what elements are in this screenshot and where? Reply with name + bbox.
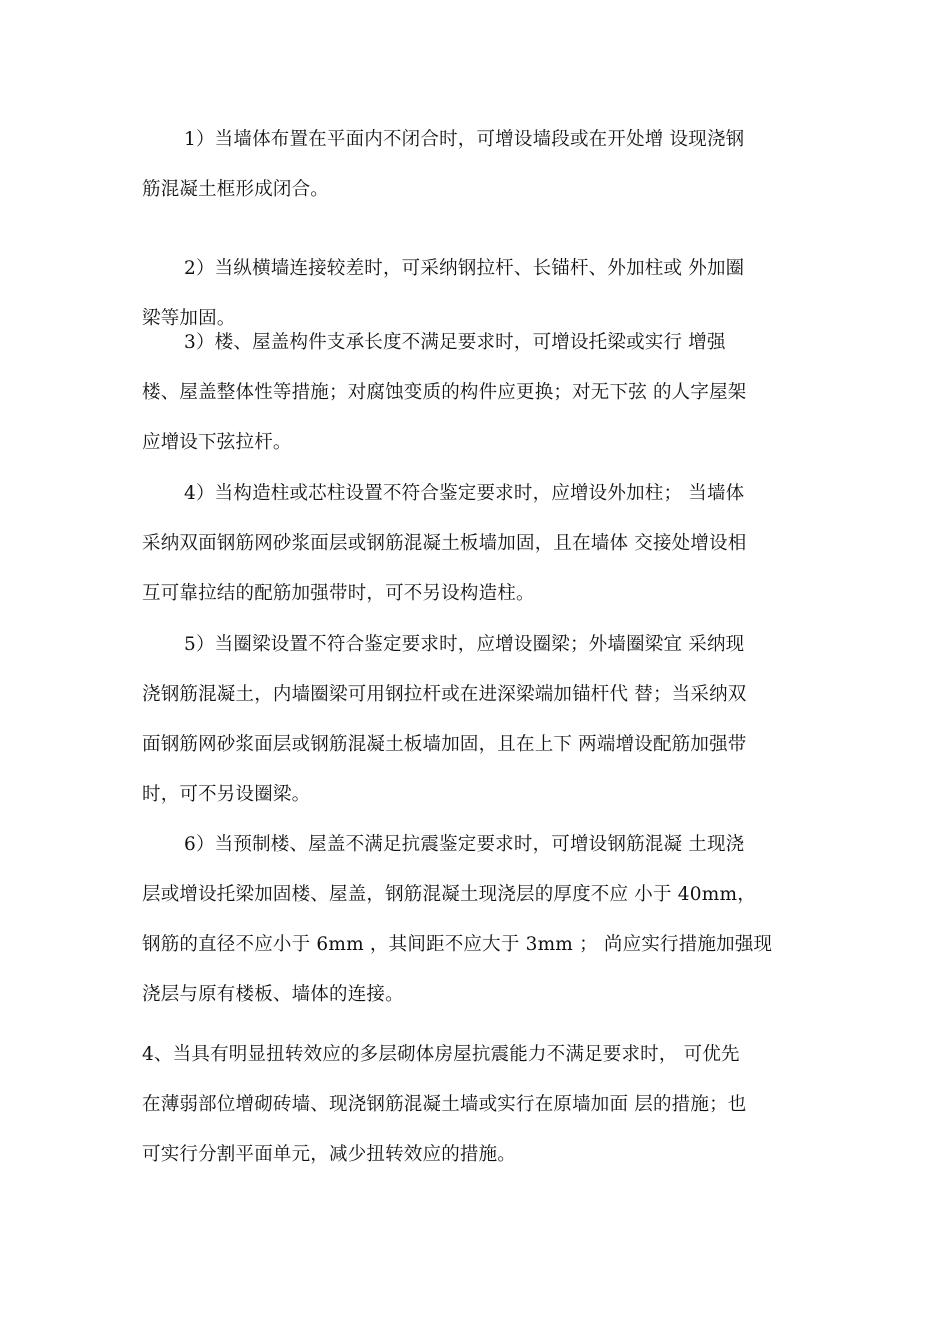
paragraph-item-5 bbox=[142, 620, 812, 820]
section-paragraph-4 bbox=[142, 1030, 812, 1180]
paragraph-item-4 bbox=[142, 469, 812, 619]
text-line: 2）当纵横墙连接较差时，可采纳钢拉杆、长锚杆、外加柱或 外加圈 bbox=[184, 258, 745, 279]
text-line: 6）当预制楼、屋盖不满足抗震鉴定要求时，可增设钢筋混凝 土现浇 bbox=[184, 834, 745, 855]
text-line: 筋混凝土框形成闭合。 bbox=[142, 179, 330, 200]
text-line: 面钢筋网砂浆面层或钢筋混凝土板墙加固，且在上下 两端增设配筋加强带 bbox=[142, 734, 747, 755]
text-line: 采纳双面钢筋网砂浆面层或钢筋混凝土板墙加固，且在墙体 交接处增设相 bbox=[142, 533, 747, 554]
text-line: 4）当构造柱或芯柱设置不符合鉴定要求时，应增设外加柱； 当墙体 bbox=[184, 483, 745, 504]
text-line: 楼、屋盖整体性等措施；对腐蚀变质的构件应更换；对无下弦 的人字屋架 bbox=[142, 382, 747, 403]
text-line: 时，可不另设圈梁。 bbox=[142, 784, 311, 805]
text-line: 应增设下弦拉杆。 bbox=[142, 432, 292, 453]
text-line: 4、当具有明显扭转效应的多层砌体房屋抗震能力不满足要求时， 可优先 bbox=[142, 1044, 740, 1065]
text-line: 3）楼、屋盖构件支承长度不满足要求时，可增设托梁或实行 增强 bbox=[184, 332, 726, 353]
text-line: 梁等加固。 bbox=[142, 308, 236, 329]
text-line: 层或增设托梁加固楼、屋盖，钢筋混凝土现浇层的厚度不应 小于 40mm， bbox=[142, 884, 756, 905]
text-line: 钢筋的直径不应小于 6mm ，其间距不应大于 3mm ； 尚应实行措施加强现 bbox=[142, 934, 773, 955]
text-line: 在薄弱部位增砌砖墙、现浇钢筋混凝土墙或实行在原墙加面 层的措施；也 bbox=[142, 1094, 747, 1115]
text-line: 5）当圈梁设置不符合鉴定要求时，应增设圈梁；外墙圈梁宜 采纳现 bbox=[184, 634, 745, 655]
paragraph-item-3 bbox=[142, 318, 812, 468]
text-line: 浇层与原有楼板、墙体的连接。 bbox=[142, 984, 404, 1005]
text-line: 1）当墙体布置在平面内不闭合时，可增设墙段或在开处增 设现浇钢 bbox=[184, 129, 745, 150]
text-line: 可实行分割平面单元，减少扭转效应的措施。 bbox=[142, 1144, 517, 1165]
paragraph-item-6 bbox=[142, 820, 812, 1020]
paragraph-item-1 bbox=[142, 115, 812, 215]
text-line: 浇钢筋混凝土，内墙圈梁可用钢拉杆或在进深梁端加锚杆代 替；当采纳双 bbox=[142, 684, 747, 705]
text-line: 互可靠拉结的配筋加强带时，可不另设构造柱。 bbox=[142, 583, 535, 604]
